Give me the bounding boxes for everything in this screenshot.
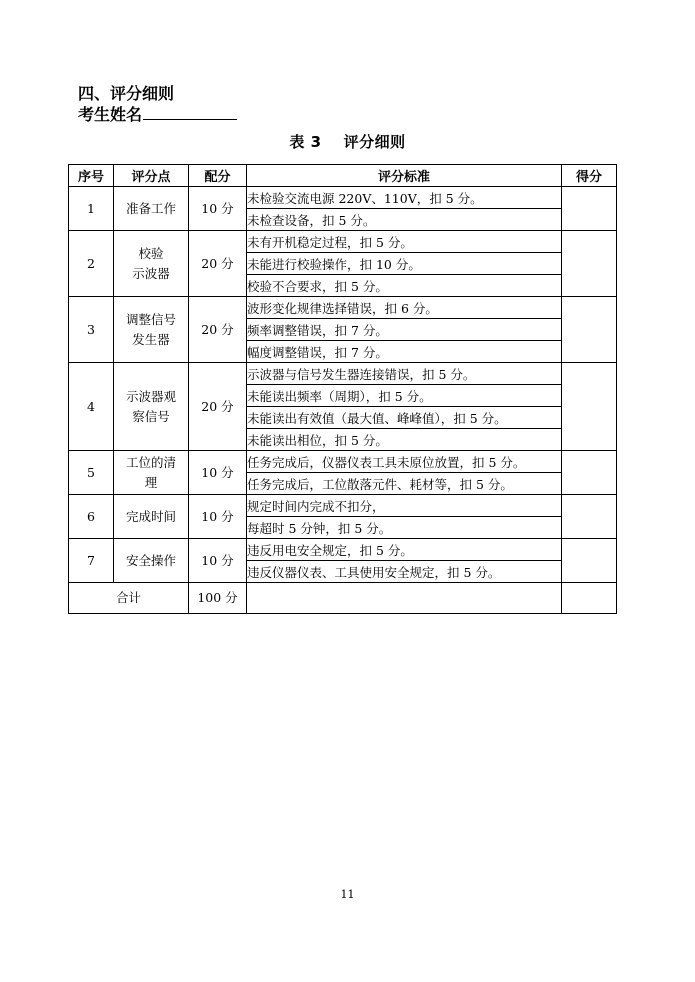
candidate-name-line: [78, 102, 237, 125]
total-criteria-cell: [247, 583, 562, 614]
scoring-criterion: 任务完成后，仪器仪表工具未原位放置，扣 5 分。: [247, 451, 562, 473]
scoring-table: [68, 164, 617, 614]
scoring-criterion: 频率调整错误，扣 7 分。: [247, 319, 562, 341]
scoring-criterion: 未检验交流电源 220V、110V，扣 5 分。: [247, 187, 562, 209]
scoring-criterion: 未能读出相位，扣 5 分。: [247, 429, 562, 451]
scoring-point-line: 校验: [138, 245, 164, 261]
header-earned: 得分: [562, 165, 617, 187]
header-point: 评分点: [114, 165, 189, 187]
allocated-score: 20 分: [189, 297, 247, 363]
scoring-point: [114, 187, 189, 231]
criterion-row: [69, 451, 617, 473]
scoring-criterion: 任务完成后，工位散落元件、耗材等，扣 5 分。: [247, 473, 562, 495]
allocated-score: 20 分: [189, 363, 247, 451]
scoring-point-line: 完成时间: [125, 508, 176, 524]
header-criteria: 评分标准: [247, 165, 562, 187]
scoring-point-line: 示波器: [132, 265, 170, 281]
section-heading: 四、评分细则: [78, 84, 175, 103]
scoring-criterion: 未能读出有效值（最大值、峰峰值），扣 5 分。: [247, 407, 562, 429]
scoring-point: [114, 363, 189, 451]
scoring-criterion: 未有开机稳定过程，扣 5 分。: [247, 231, 562, 253]
item-number: 2: [69, 231, 114, 297]
criterion-row: [69, 363, 617, 385]
criterion-row: [69, 495, 617, 517]
item-number: 6: [69, 495, 114, 539]
earned-score-cell[interactable]: [562, 539, 617, 583]
earned-score-cell[interactable]: [562, 231, 617, 297]
scoring-point: [114, 231, 189, 297]
scoring-criterion: 规定时间内完成不扣分，: [247, 495, 562, 517]
header-score: 配分: [189, 165, 247, 187]
scoring-criterion: 示波器与信号发生器连接错误，扣 5 分。: [247, 363, 562, 385]
allocated-score: 10 分: [189, 539, 247, 583]
scoring-point: [114, 451, 189, 495]
criterion-row: [69, 297, 617, 319]
total-row: [69, 583, 617, 614]
earned-score-cell[interactable]: [562, 187, 617, 231]
table-title: 评分细则: [343, 133, 406, 151]
earned-score-cell[interactable]: [562, 363, 617, 451]
scoring-criterion: 幅度调整错误，扣 7 分。: [247, 341, 562, 363]
scoring-criterion: 违反用电安全规定，扣 5 分。: [247, 539, 562, 561]
allocated-score: 10 分: [189, 495, 247, 539]
scoring-criterion: 每超时 5 分钟，扣 5 分。: [247, 517, 562, 539]
table-header-row: [69, 165, 617, 187]
item-number: 7: [69, 539, 114, 583]
earned-score-cell[interactable]: [562, 451, 617, 495]
scoring-criterion: 未检查设备，扣 5 分。: [247, 209, 562, 231]
page-number: 11: [340, 888, 355, 901]
scoring-point-line: 示波器观: [125, 388, 176, 404]
item-number: 1: [69, 187, 114, 231]
scoring-criterion: 未能进行校验操作，扣 10 分。: [247, 253, 562, 275]
criterion-row: [69, 231, 617, 253]
item-number: 4: [69, 363, 114, 451]
scoring-point-line: 察信号: [132, 408, 170, 424]
item-number: 5: [69, 451, 114, 495]
scoring-point-line: 发生器: [132, 331, 170, 347]
allocated-score: 10 分: [189, 451, 247, 495]
total-label: 合计: [69, 583, 189, 614]
scoring-point: [114, 539, 189, 583]
total-earned-cell[interactable]: [562, 583, 617, 614]
earned-score-cell[interactable]: [562, 297, 617, 363]
candidate-name-label: 考生姓名: [78, 105, 143, 124]
table-caption: [0, 131, 695, 152]
allocated-score: 10 分: [189, 187, 247, 231]
scoring-point: [114, 297, 189, 363]
criterion-row: [69, 539, 617, 561]
item-number: 3: [69, 297, 114, 363]
scoring-criterion: 波形变化规律选择错误，扣 6 分。: [247, 297, 562, 319]
candidate-name-blank[interactable]: [143, 105, 237, 120]
scoring-point-line: 理: [144, 474, 158, 490]
criterion-row: [69, 187, 617, 209]
table-number: 表 3: [289, 133, 322, 151]
scoring-point-line: 准备工作: [125, 200, 176, 216]
earned-score-cell[interactable]: [562, 495, 617, 539]
scoring-point-line: 安全操作: [125, 552, 176, 568]
allocated-score: 20 分: [189, 231, 247, 297]
scoring-criterion: 未能读出频率（周期），扣 5 分。: [247, 385, 562, 407]
scoring-point: [114, 495, 189, 539]
scoring-criterion: 校验不合要求，扣 5 分。: [247, 275, 562, 297]
scoring-criterion: 违反仪器仪表、工具使用安全规定，扣 5 分。: [247, 561, 562, 583]
scoring-point-line: 调整信号: [125, 311, 176, 327]
total-score: 100 分: [189, 583, 247, 614]
scoring-point-line: 工位的清: [125, 454, 176, 470]
header-no: 序号: [69, 165, 114, 187]
